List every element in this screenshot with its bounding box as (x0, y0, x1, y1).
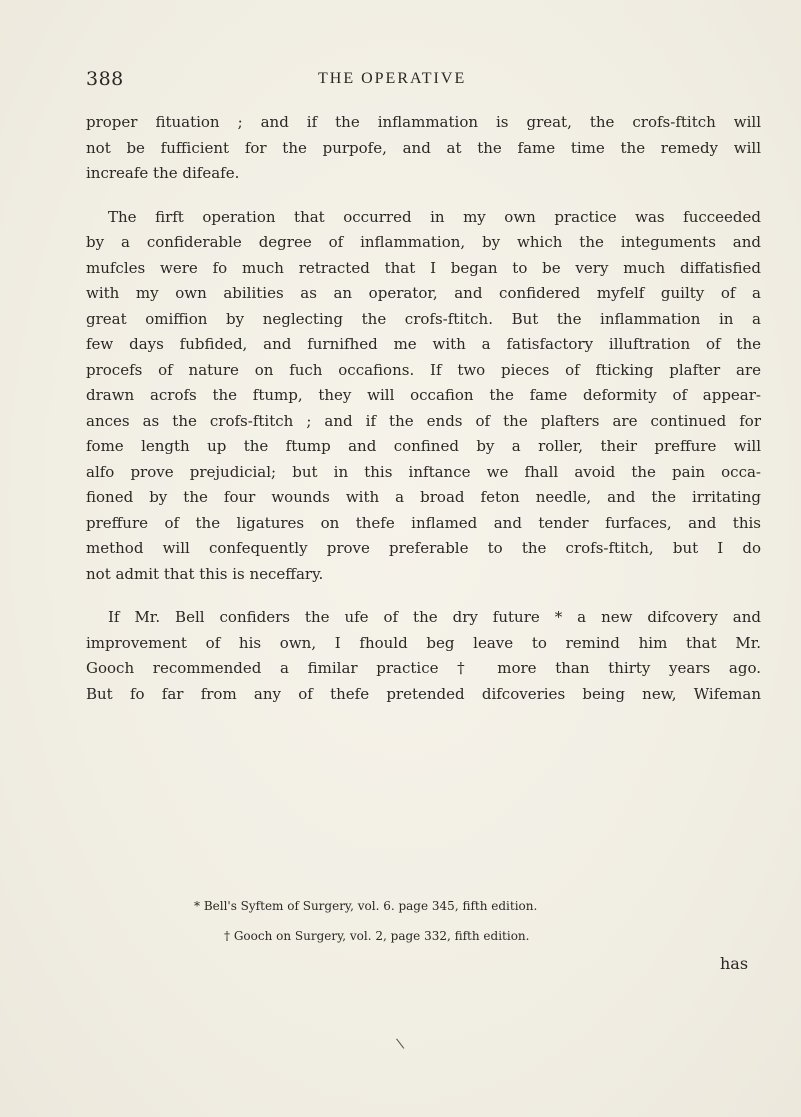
text-line: not admit that this is neceffary. (86, 564, 324, 583)
page-header (86, 64, 776, 94)
page-number: 388 (86, 68, 124, 90)
text-line: If Mr. Bell confiders the ufe of the dry future * a new difcovery and (108, 608, 761, 626)
text-line: But fo far from any of thefe pretended difcoveries being new, Wifeman (86, 684, 761, 703)
text-line: fioned by the four wounds with a broad feton needle, and the irritating (86, 488, 761, 506)
text-line: increafe the difeafe. (86, 164, 240, 182)
footnote-bell: * Bell's Syftem of Surgery, vol. 6. page 345, fifth edition. (194, 899, 538, 913)
running-head: THE OPERATIVE (318, 70, 467, 87)
stray-mark: \ (395, 1035, 406, 1053)
text-line: Gooch recommended a fimilar practice † more than thirty years ago. (86, 659, 761, 677)
text-line: proper fituation ; and if the inflammation is great, the crofs-ftitch will (86, 113, 761, 131)
text-line: improvement of his own, I fhould beg leave to remind him that Mr. (86, 633, 761, 652)
text-line: by a confiderable degree of inflammation, by which the integuments and (86, 233, 761, 251)
text-line: procefs of nature on fuch occafions. If two pieces of fticking plafter are (86, 360, 761, 379)
text-line: great omiffion by neglecting the crofs-ftitch. But the inflammation in a (86, 309, 761, 328)
text-line: alfo prove prejudicial; but in this inftance we fhall avoid the pain occa- (86, 462, 761, 481)
text-line: The firft operation that occurred in my own practice was fucceeded (108, 207, 761, 226)
paragraph-3 (86, 605, 761, 707)
text-line: mufcles were fo much retracted that I began to be very much diffatisfied (86, 258, 761, 277)
footnotes (86, 896, 761, 956)
footnote-gooch: † Gooch on Surgery, vol. 2, page 332, fifth edition. (224, 929, 530, 943)
text-line: method will confequently prove preferable to the crofs-ftitch, but I do (86, 539, 761, 557)
text-line: with my own abilities as an operator, and confidered myfelf guilty of a (86, 284, 761, 302)
paragraph-2 (86, 205, 761, 588)
catchword: has (720, 954, 749, 973)
text-line: drawn acrofs the ftump, they will occafion the fame deformity of appear- (86, 386, 761, 404)
paragraph-1 (86, 110, 761, 187)
text-line: fome length up the ftump and confined by a roller, their preffure will (86, 437, 761, 455)
text-line: ances as the crofs-ftitch ; and if the ends of the plafters are continued for (86, 411, 761, 430)
text-line: few days fubfided, and furnifhed me with a fatisfactory illuftration of the (86, 335, 761, 353)
text-line: preffure of the ligatures on thefe inflamed and tender furfaces, and this (86, 513, 761, 532)
page-body (86, 110, 761, 707)
text-line: not be fufficient for the purpofe, and at the fame time the remedy will (86, 138, 761, 157)
